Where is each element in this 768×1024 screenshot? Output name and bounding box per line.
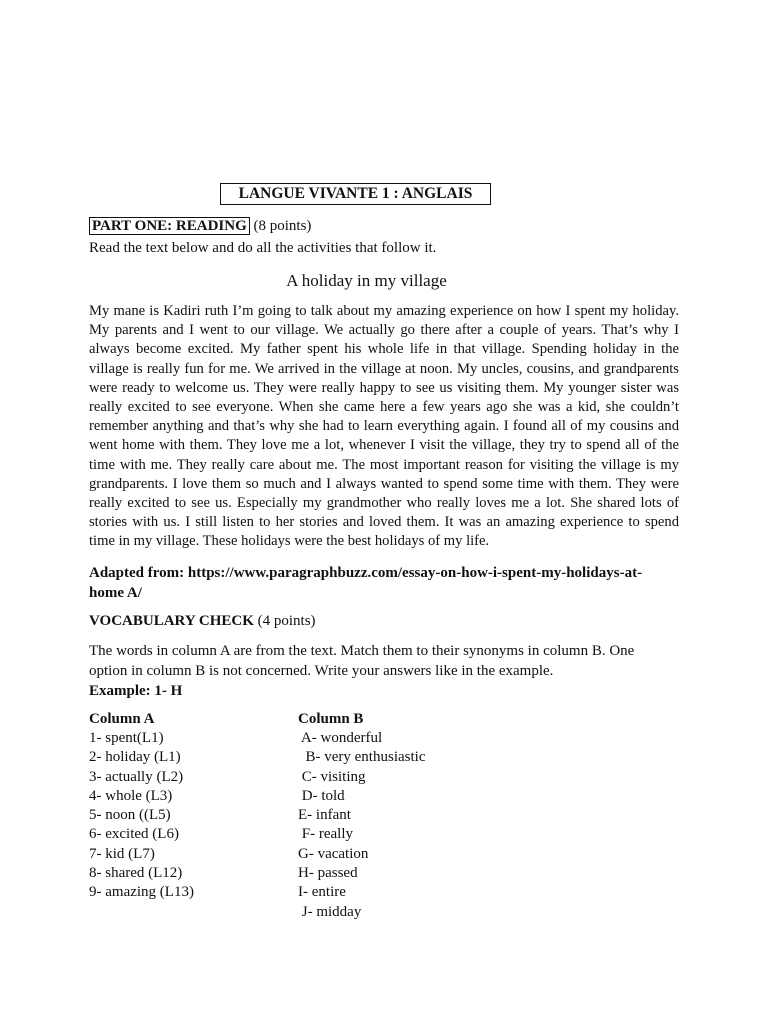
column-a-item: 4- whole (L3) [89,787,173,804]
passage-line: village is really fun for me. We arrived in the village at noon. My uncles, cousins, and grandparents [89,360,679,377]
column-b-item: B- very enthusiastic [298,749,426,766]
column-a-item: 3- actually (L2) [89,768,184,785]
passage-line: were ready to welcome us. They were really happy to see us visiting them. My younger sister was [89,379,679,396]
column-b-item: F- really [298,826,353,843]
column-a-item: 9- amazing (L13) [89,884,194,901]
vocabulary-title: VOCABULARY CHECK [89,613,254,629]
column-b-item: A- wonderful [298,730,383,746]
passage-line: time in my village. These holidays were the best holidays of my life. [89,533,490,550]
passage-line: really excited to see us. Especially my grandmother who really loves me a lot. She shared lots of [89,494,679,511]
column-a-item: 6- excited (L6) [89,826,179,843]
column-b-list [298,729,425,922]
column-a-title: Column A [89,711,155,727]
source-citation [89,563,689,603]
column-b-item: H- passed [298,865,358,882]
reading-passage [89,302,679,551]
vocabulary-instruction [89,641,649,681]
passage-line: remember anything and that’s why she had to learn everything again. I found all of my cousins and [89,418,679,435]
passage-line: time with me. They really care about me. The most important reason for visiting the village is my [89,456,679,473]
column-a-item: 2- holiday (L1) [89,749,181,766]
column-a-item: 5- noon ((L5) [89,807,171,824]
column-b-item: E- infant [298,807,351,824]
passage-line: went home with them. They love me a lot, whenever I visit the village, they try to spend all of the [89,437,679,454]
passage-line: My mane is Kadiri ruth I’m going to talk about my amazing experience on how I spent my holiday. [89,303,679,319]
part-one-label: PART ONE: READING [89,217,250,235]
vocabulary-example: Example: 1- H [89,683,183,699]
column-a-list [89,729,194,903]
passage-line: My parents and I went to our village. We actually go there after a couple of years. That’s why I [89,322,679,339]
column-b-item: C- visiting [298,768,366,785]
passage-line: grandparents. I love them so much and I always wanted to spend some time with them. They were [89,475,679,492]
passage-title: A holiday in my village [286,271,447,290]
column-a-item: 7- kid (L7) [89,845,155,862]
column-a-item: 8- shared (L12) [89,865,183,882]
column-b-item: J- midday [298,903,362,920]
reading-instruction: Read the text below and do all the activities that follow it. [89,240,437,256]
column-b-item: I- entire [298,884,346,901]
vocabulary-heading [89,611,316,631]
column-a-item: 1- spent(L1) [89,730,164,746]
part-one-heading [89,216,311,236]
vocabulary-instruction-line-1: The words in column A are from the text. Match them to their synonyms in column B. One [89,643,635,659]
part-one-points: (8 points) [253,218,312,234]
column-b-title: Column B [298,711,364,727]
passage-line: stories with us. I still listen to her stories and loved them. It was an amazing experience to spend [89,514,679,531]
source-line-2: home A/ [89,585,142,601]
passage-line: really excited to see everyone. When she came here a few years ago she was a kid, she couldn’t [89,398,679,415]
document-title: LANGUE VIVANTE 1 : ANGLAIS [220,183,491,205]
source-line-1: Adapted from: https://www.paragraphbuzz.com/essay-on-how-i-spent-my-holidays-at- [89,565,643,581]
column-b-item: G- vacation [298,845,369,862]
vocabulary-instruction-line-2: option in column B is not concerned. Write your answers like in the example. [89,663,554,679]
passage-line: always become excited. My father spent his whole life in that village. Spending holiday in the [89,341,679,358]
vocabulary-points: (4 points) [257,613,316,629]
column-b-item: D- told [298,787,345,804]
